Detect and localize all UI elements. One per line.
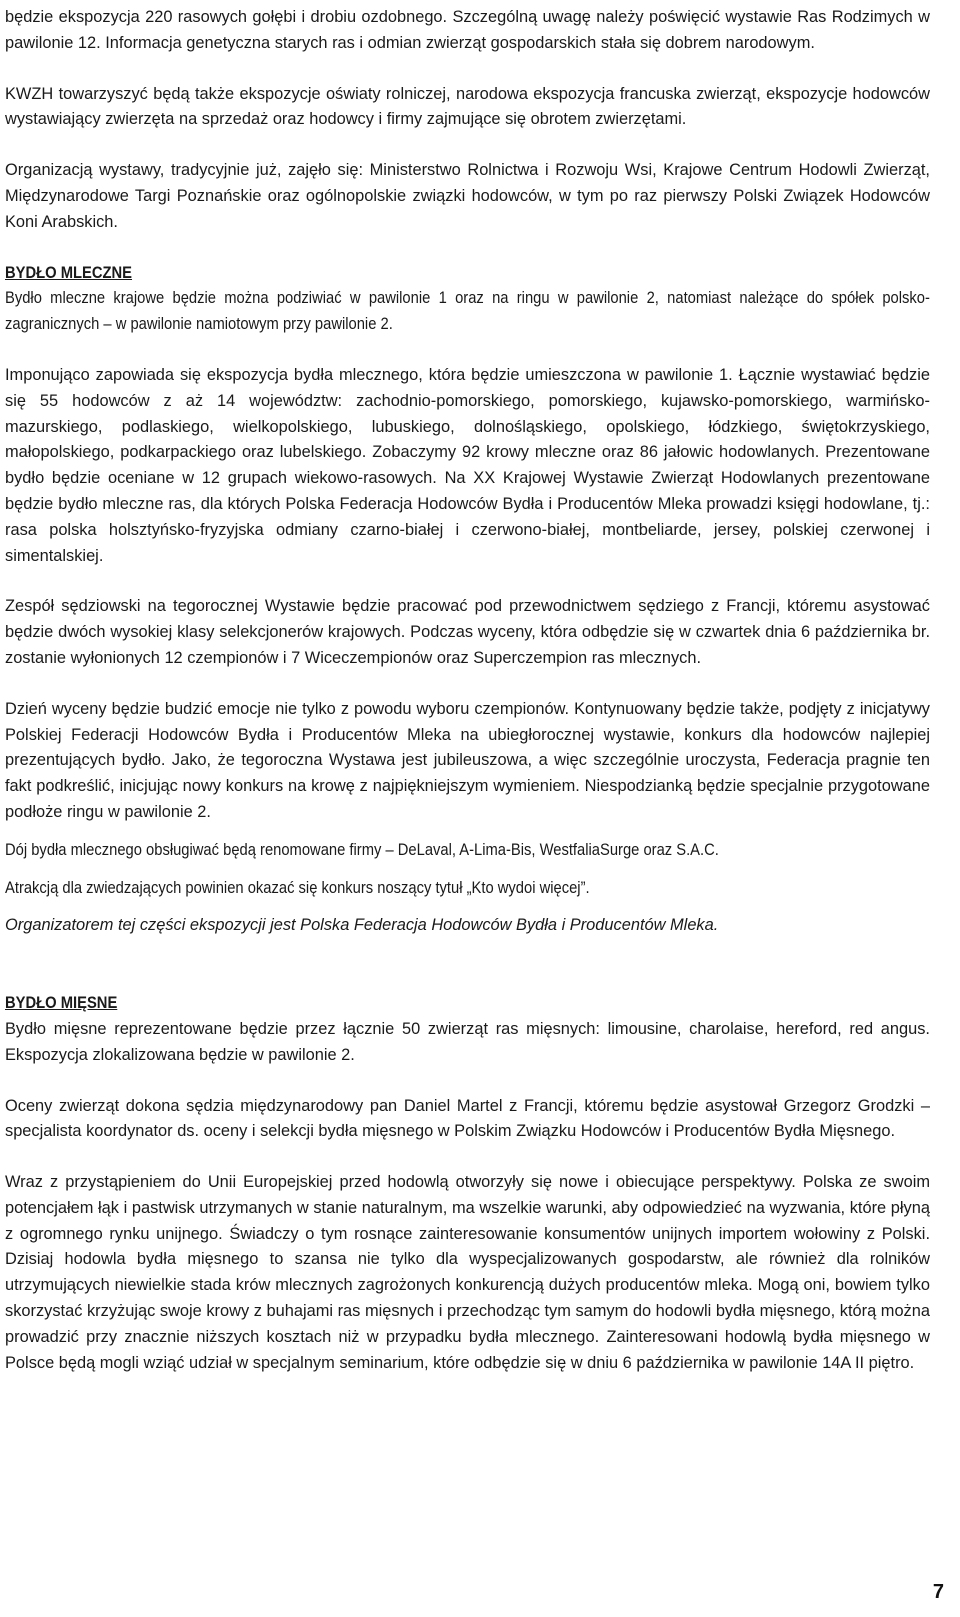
heading-dairy-cattle: BYDŁO MLECZNE [5,263,133,282]
paragraph-jury: Zespół sędziowski na tegorocznej Wystawie będzie pracować pod przewodnictwem sędziego z Francji, któremu asystować będzie dwóch wysokiej klasy selekcjonerów krajowych. Podczas wyceny, która odbędzie się w czwartek dnia 6 października br. zostanie wyłonionych 12 czempionów i 7 Wiceczempionów oraz Superczempion ras mlecznych. [5,597,930,667]
paragraph-kwzh: KWZH towarzyszyć będą także ekspozycje oświaty rolniczej, narodowa ekspozycja francuska zwierząt, ekspozycje hodowców wystawiający zwierzęta na sprzedaż oraz hodowcy i firmy zajmujące się obrotem zwierzętami. [5,84,930,129]
paragraph-contest: Atrakcją dla zwiedzających powinien okazać się konkurs noszący tytuł „Kto wydoi więcej”. [5,878,590,897]
paragraph-evaluation-day: Dzień wyceny będzie budzić emocje nie tylko z powodu wyboru czempionów. Kontynuowany będzie także, podjęty z inicjatywy Polskiej Federacji Hodowców Bydła i Producentów Mleka na ubiegłorocznej wystawie, konkurs dla hodowców najlepiej prezentujących bydło. Jako, że tegoroczna Wystawa jest jubileuszowa, a więc szczególnie uroczysta, Federacja pragnie ten fakt podkreślić, inicjując nowy konkurs na krowę z najpiękniejszym wymieniem. Niespodzianką będzie specjalnie przygotowane podłoże ringu w pawilonie 2. [5,699,930,821]
paragraph-beef-jury: Oceny zwierząt dokona sędzia międzynarodowy pan Daniel Martel z Francji, któremu będzie asystował Grzegorz Grodzki – specjalista koordynator ds. oceny i selekcji bydła mięsnego w Polskim Związku Hodowców i Producentów Bydła Mięsnego. [5,1096,930,1141]
paragraph-dairy-location: Bydło mleczne krajowe będzie można podziwiać w pawilonie 1 oraz na ringu w pawilonie 2, natomiast należące do spółek polsko-zagranicznych – w pawilonie namiotowym przy pawilonie 2. [5,289,930,334]
section-beef [5,991,930,1017]
section-dairy [5,261,930,338]
paragraph-dairy-exhibition: Imponująco zapowiada się ekspozycja bydła mlecznego, która będzie umieszczona w pawilonie 1. Łącznie wystawiać będzie się 55 hodowców z aż 14 województw: zachodnio-pomorskiego, pomorskiego, kujawsko-pomorskiego, warmińsko-mazurskiego, podlaskiego, wielkopolskiego, lubuskiego, dolnośląskiego, opolskiego, łódzkiego, świętokrzyskiego, małopolskiego, podkarpackiego oraz lubelskiego. Zobaczymy 92 krowy mleczne oraz 86 jałowic hodowlanych. Prezentowane bydło będzie oceniane w 12 grupach wiekowo-rasowych. Na XX Krajowej Wystawie Zwierząt Hodowlanych prezentowane będzie bydło mleczne ras, dla których Polska Federacja Hodowców Bydła i Producentów Mleka prowadzi księgi hodowlane, tj.: rasa polska holsztyńsko-fryzyjska odmiany czarno-białej i czerwono-białej, montbeliarde, jersey, polskiej czerwonej i simentalskiej. [5,365,930,565]
paragraph-organizer-dairy: Organizatorem tej części ekspozycji jest Polska Federacja Hodowców Bydła i Producentów Mleka. [5,916,719,935]
paragraph-beef-intro: Bydło mięsne reprezentowane będzie przez łącznie 50 zwierząt ras mięsnych: limousine, charolaise, hereford, red angus. Ekspozycja zlokalizowana będzie w pawilonie 2. [5,1019,930,1064]
page-number: 7 [932,1581,944,1603]
heading-beef-cattle: BYDŁO MIĘSNE [5,994,118,1013]
paragraph-organizers: Organizacją wystawy, tradycyjnie już, zajęło się: Ministerstwo Rolnictwa i Rozwoju Wsi, Krajowe Centrum Hodowli Zwierząt, Międzynarodowe Targi Poznańskie oraz ogólnopolskie związki hodowców, w tym po raz pierwszy Polski Związek Hodowców Koni Arabskich. [5,161,930,231]
paragraph-eu-perspectives: Wraz z przystąpieniem do Unii Europejskiej przed hodowlą otworzyły się nowe i obiecujące perspektywy. Polska ze swoim potencjałem łąk i pastwisk utrzymanych w stanie naturalnym, ma wszelkie warunki, aby odpowiedzieć na wyzwania, które płyną z ogromnego rynku unijnego. Świadczy o tym rosnące zainteresowanie konsumentów unijnych importem wołowiny z Polski. Dzisiaj hodowla bydła mięsnego to szansa nie tylko dla wyspecjalizowanych gospodarstw, ale również dla rolników utrzymujących niewielkie stada krów mlecznych zagrożonych konkurencją dużych producentów mleka. Mogą oni, bowiem tylko skorzystać krzyżując swoje krowy z buhajami ras mięsnych i przechodząc tym samym do hodowli bydła mięsnego, którą można prowadzić przy znacznie niższych kosztach niż w przypadku bydła mlecznego. Zainteresowani hodowlą bydła mięsnego w Polsce będą mogli wziąć udział w specjalnym seminarium, które odbędzie się w dniu 6 października w pawilonie 14A II piętro. [5,1173,930,1372]
paragraph-milking-firms: Dój bydła mlecznego obsługiwać będą renomowane firmy – DeLaval, A-Lima-Bis, WestfaliaSurge oraz S.A.C. [5,840,719,859]
paragraph-intro: będzie ekspozycja 220 rasowych gołębi i drobiu ozdobnego. Szczególną uwagę należy poświęcić wystawie Ras Rodzimych w pawilonie 12. Informacja genetyczna starych ras i odmian zwierząt gospodarskich stała się dobrem narodowym. [5,8,930,52]
